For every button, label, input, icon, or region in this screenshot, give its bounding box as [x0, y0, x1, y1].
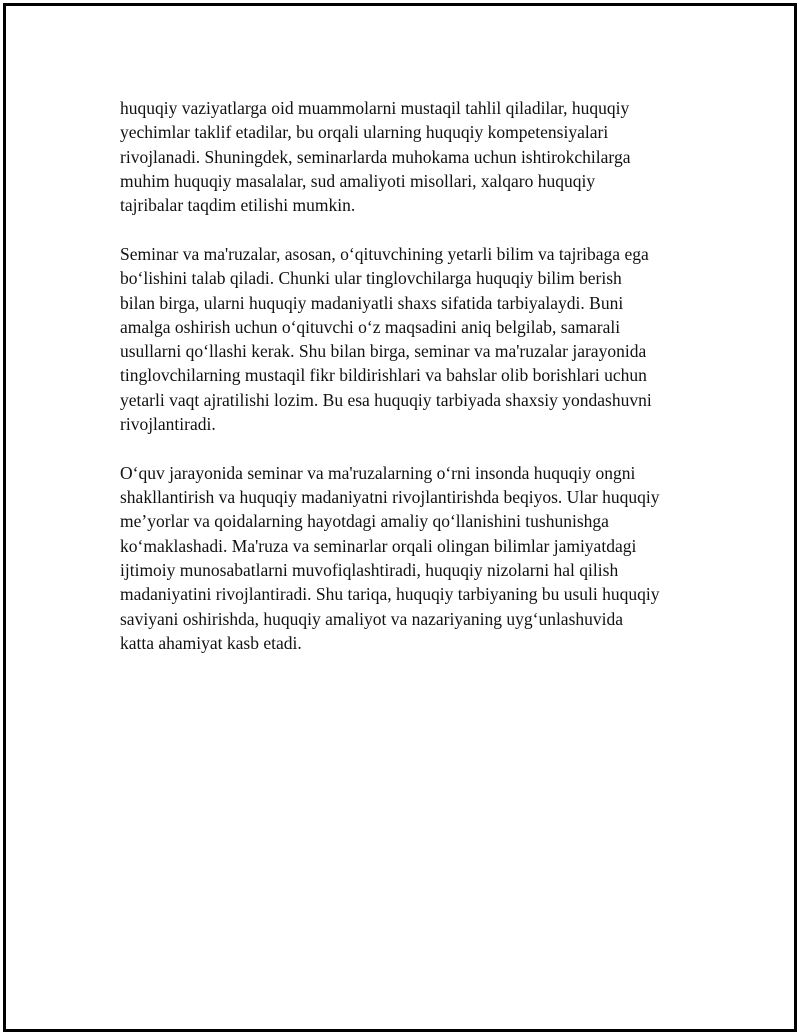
- paragraph-2: [120, 242, 700, 436]
- paragraph-3: [120, 461, 700, 655]
- text-line: rivojlanadi. Shuningdek, seminarlarda muhokama uchun ishtirokchilarga: [120, 146, 631, 167]
- text-line: O‘quv jarayonida seminar va ma'ruzalarning o‘rni insonda huquqiy ongni: [120, 462, 636, 483]
- text-line: katta ahamiyat kasb etadi.: [120, 632, 302, 653]
- text-line: shakllantirish va huquqiy madaniyatni rivojlantirishda beqiyos. Ular huquqiy: [120, 487, 660, 508]
- document-body: [120, 96, 700, 680]
- text-line: me’yorlar va qoidalarning hayotdagi amaliy qo‘llanishini tushunishga: [120, 511, 609, 532]
- text-line: yechimlar taklif etadilar, bu orqali ularning huquqiy kompetensiyalari: [120, 122, 609, 143]
- text-line: yetarli vaqt ajratilishi lozim. Bu esa huquqiy tarbiyada shaxsiy yondashuvni: [120, 389, 652, 410]
- text-line: tajribalar taqdim etilishi mumkin.: [120, 195, 356, 216]
- text-line: usullarni qo‘llashi kerak. Shu bilan birga, seminar va ma'ruzalar jarayonida: [120, 341, 647, 362]
- text-line: ko‘maklashadi. Ma'ruza va seminarlar orqali olingan bilimlar jamiyatdagi: [120, 535, 637, 556]
- text-line: muhim huquqiy masalalar, sud amaliyoti misollari, xalqaro huquqiy: [120, 170, 596, 191]
- text-line: saviyani oshirishda, huquqiy amaliyot va nazariyaning uyg‘unlashuvida: [120, 608, 624, 629]
- document-page: [3, 3, 797, 1032]
- text-line: bilan birga, ularni huquqiy madaniyatli shaxs sifatida tarbiyalaydi. Buni: [120, 292, 624, 313]
- text-line: madaniyatini rivojlantiradi. Shu tariqa, huquqiy tarbiyaning bu usuli huquqiy: [120, 584, 660, 605]
- text-line: ijtimoiy munosabatlarni muvofiqlashtiradi, huquqiy nizolarni hal qilish: [120, 560, 619, 581]
- text-line: bo‘lishini talab qiladi. Chunki ular tinglovchilarga huquqiy bilim berish: [120, 268, 622, 289]
- text-line: amalga oshirish uchun o‘qituvchi o‘z maqsadini aniq belgilab, samarali: [120, 316, 621, 337]
- text-line: rivojlantiradi.: [120, 414, 216, 435]
- paragraph-1: [120, 96, 700, 217]
- text-line: tinglovchilarning mustaqil fikr bildirishlari va bahslar olib borishlari uchun: [120, 365, 647, 386]
- text-line: huquqiy vaziyatlarga oid muammolarni mustaqil tahlil qiladilar, huquqiy: [120, 98, 630, 118]
- text-line: Seminar va ma'ruzalar, asosan, o‘qituvchining yetarli bilim va tajribaga ega: [120, 243, 649, 264]
